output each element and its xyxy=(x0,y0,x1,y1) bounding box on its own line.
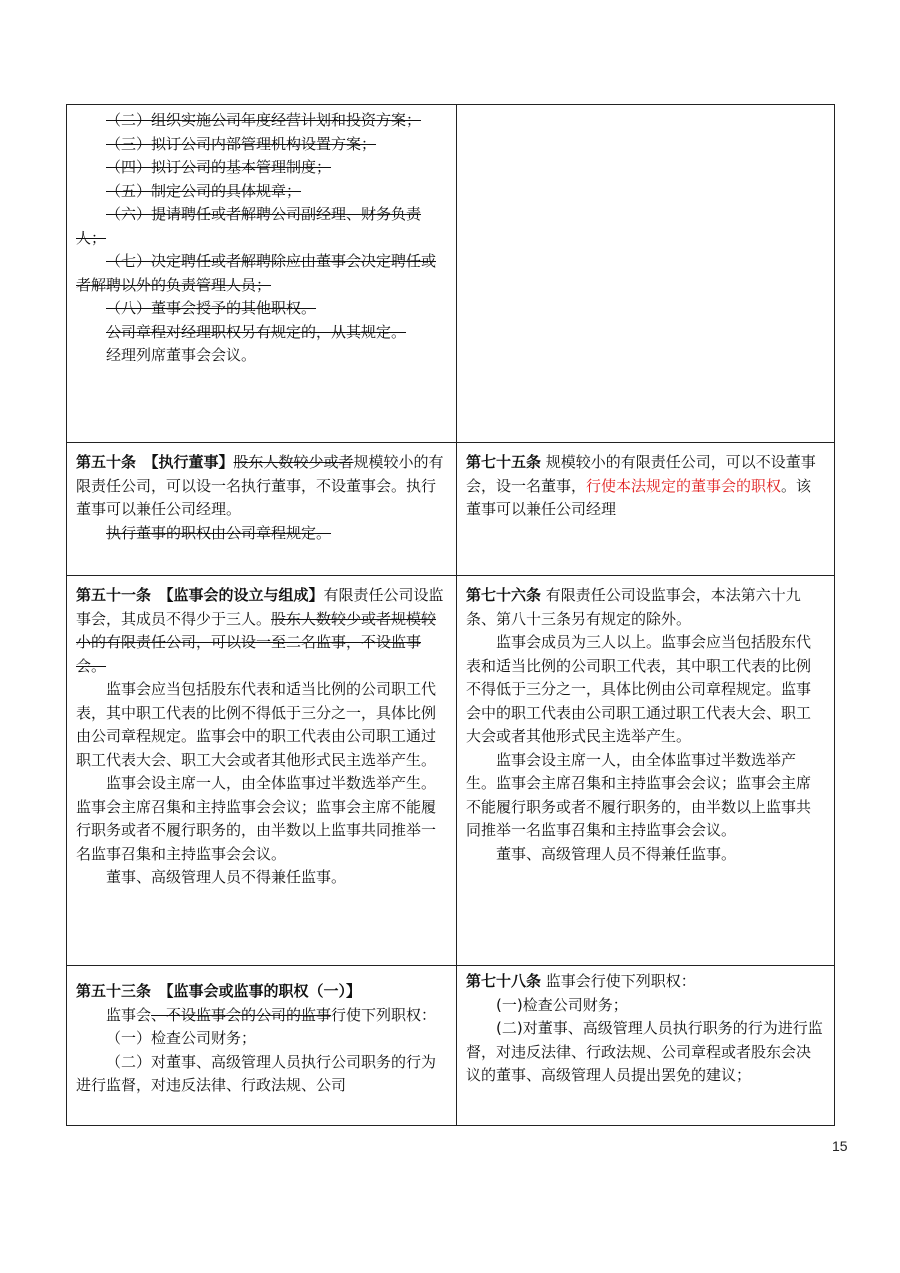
text-segment: 监事会 xyxy=(106,1005,152,1024)
deleted-text: （二）组织实施公司年度经营计划和投资方案； xyxy=(106,111,422,129)
paragraph xyxy=(76,451,446,522)
article-heading: 【监事会的设立与组成】 xyxy=(151,586,324,604)
new-law-cell xyxy=(457,105,835,443)
text-segment: 监事会设主席一人，由全体监事过半数选举产生。监事会主席召集和主持监事会会议；监事会主席不能履行职务或者不履行职务的，由半数以上监事共同推举一名监事召集和主持监事会会议。 xyxy=(76,774,437,863)
deleted-text: （八）董事会授予的其他职权。 xyxy=(106,299,317,317)
paragraph xyxy=(466,970,824,994)
deleted-text: 公司章程对经理职权另有规定的，从其规定。 xyxy=(106,322,407,341)
deleted-text: （五）制定公司的具体规章； xyxy=(106,181,302,200)
paragraph xyxy=(76,980,446,1004)
new-law-cell xyxy=(457,966,835,1126)
deleted-text: （四）拟订公司的基本管理制度； xyxy=(106,158,332,176)
text-segment: 规模较小的有限责任公司，可以设一名执行董事，不设董事会。执行董事可以兼任公司经理。 xyxy=(76,453,444,518)
paragraph xyxy=(466,631,824,749)
text-segment: 经理列席董事会会议。 xyxy=(106,346,257,364)
text-segment: 董事、高级管理人员不得兼任监事。 xyxy=(106,868,347,886)
paragraph xyxy=(76,133,446,157)
new-law-cell xyxy=(457,443,835,576)
old-law-cell xyxy=(67,443,457,576)
text-segment: 监事会成员为三人以上。监事会应当包括股东代表和适当比例的公司职工代表，其中职工代表的比例不得低于三分之一，具体比例由公司章程规定。监事会中的职工代表由公司职工通过职工代表大会、职工大会或者其他形式民主选举产生。 xyxy=(466,633,812,745)
comparison-table xyxy=(66,104,835,1126)
paragraph xyxy=(76,156,446,180)
text-segment: （二）对董事、高级管理人员执行公司职务的行为进行监督，对违反法律、行政法规、公司 xyxy=(76,1052,437,1094)
paragraph xyxy=(466,1017,824,1088)
new-law-cell xyxy=(457,576,835,966)
paragraph xyxy=(466,451,824,522)
text-segment: 有限责任公司设监事会，其成员不得少于三人。 xyxy=(76,586,444,628)
article-heading: 第七十八条 xyxy=(466,972,542,990)
deleted-text: （七）决定聘任或者解聘除应由董事会决定聘任或者解聘以外的负责管理人员； xyxy=(76,252,437,294)
paragraph xyxy=(76,866,446,890)
paragraph xyxy=(76,109,446,133)
text-segment: 行使下列职权： xyxy=(331,1005,437,1024)
deleted-text: （三）拟订公司内部管理机构设置方案； xyxy=(106,134,377,153)
paragraph xyxy=(76,344,446,368)
deleted-text: 股东人数较少或者规模较小的有限责任公司，可以设一至二名监事，不设监事会。 xyxy=(76,609,437,675)
text-segment: (一)检查公司财务； xyxy=(496,995,628,1014)
paragraph xyxy=(76,1051,446,1098)
table-row xyxy=(67,443,835,576)
table-row xyxy=(67,576,835,966)
text-segment: 有限责任公司设监事会，本法第六十九条、第八十三条另有规定的除外。 xyxy=(466,586,801,628)
text-segment: 监事会应当包括股东代表和适当比例的公司职工代表，其中职工代表的比例不得低于三分之一，具体比例由公司章程规定。监事会中的职工代表由公司职工通过职工代表大会、职工大会或者其他形式民主选举产生。 xyxy=(76,680,437,769)
text-segment: （一）检查公司财务； xyxy=(106,1029,257,1047)
article-heading: 第七十五条 xyxy=(466,453,542,471)
text-segment: 董事、高级管理人员不得兼任监事。 xyxy=(496,844,737,863)
paragraph xyxy=(76,180,446,204)
paragraph xyxy=(76,1004,446,1028)
paragraph xyxy=(76,584,446,678)
text-segment: 规模较小的有限责任公司，可以不设董事会，设一名董事， xyxy=(466,453,816,495)
paragraph xyxy=(466,994,824,1018)
article-heading: 【监事会或监事的职权（一）】 xyxy=(151,982,362,1000)
article-heading: 第五十三条 xyxy=(76,982,152,1000)
page-number: 15 xyxy=(832,1138,848,1154)
deleted-text: （六）提请聘任或者解聘公司副经理、财务负责人； xyxy=(76,205,422,247)
text-segment: 监事会行使下列职权： xyxy=(541,972,696,990)
paragraph xyxy=(466,584,824,631)
paragraph xyxy=(76,297,446,321)
article-heading: 【执行董事】 xyxy=(136,453,234,471)
paragraph xyxy=(76,1027,446,1051)
paragraph xyxy=(76,250,446,297)
old-law-cell xyxy=(67,966,457,1126)
article-heading: 第五十一条 xyxy=(76,586,152,604)
paragraph xyxy=(466,843,824,867)
paragraph xyxy=(76,321,446,345)
deleted-text: 执行董事的职权由公司章程规定。 xyxy=(106,523,332,542)
table-row xyxy=(67,105,835,443)
text-segment: (二)对董事、高级管理人员执行职务的行为进行监督，对违反法律、行政法规、公司章程或者股东会决议的董事、高级管理人员提出罢免的建议； xyxy=(466,1019,823,1084)
paragraph xyxy=(76,772,446,866)
text-segment: 监事会设主席一人，由全体监事过半数选举产生。监事会主席召集和主持监事会会议；监事会主席不能履行职务或者不履行职务的，由半数以上监事共同推举一名监事召集和主持监事会会议。 xyxy=(466,750,812,839)
text-segment: 。该董事可以兼任公司经理 xyxy=(466,476,812,518)
paragraph xyxy=(76,203,446,250)
paragraph xyxy=(76,678,446,772)
deleted-text: 股东人数较少或者 xyxy=(233,453,354,471)
paragraph xyxy=(466,749,824,843)
article-heading: 第五十条 xyxy=(76,453,137,471)
deleted-text: 、不设监事会的公司的监事 xyxy=(151,1005,332,1024)
paragraph xyxy=(76,522,446,546)
old-law-cell xyxy=(67,576,457,966)
article-heading: 第七十六条 xyxy=(466,586,542,604)
table-row xyxy=(67,966,835,1126)
amended-text: 行使本法规定的董事会的职权 xyxy=(586,476,782,495)
old-law-cell xyxy=(67,105,457,443)
